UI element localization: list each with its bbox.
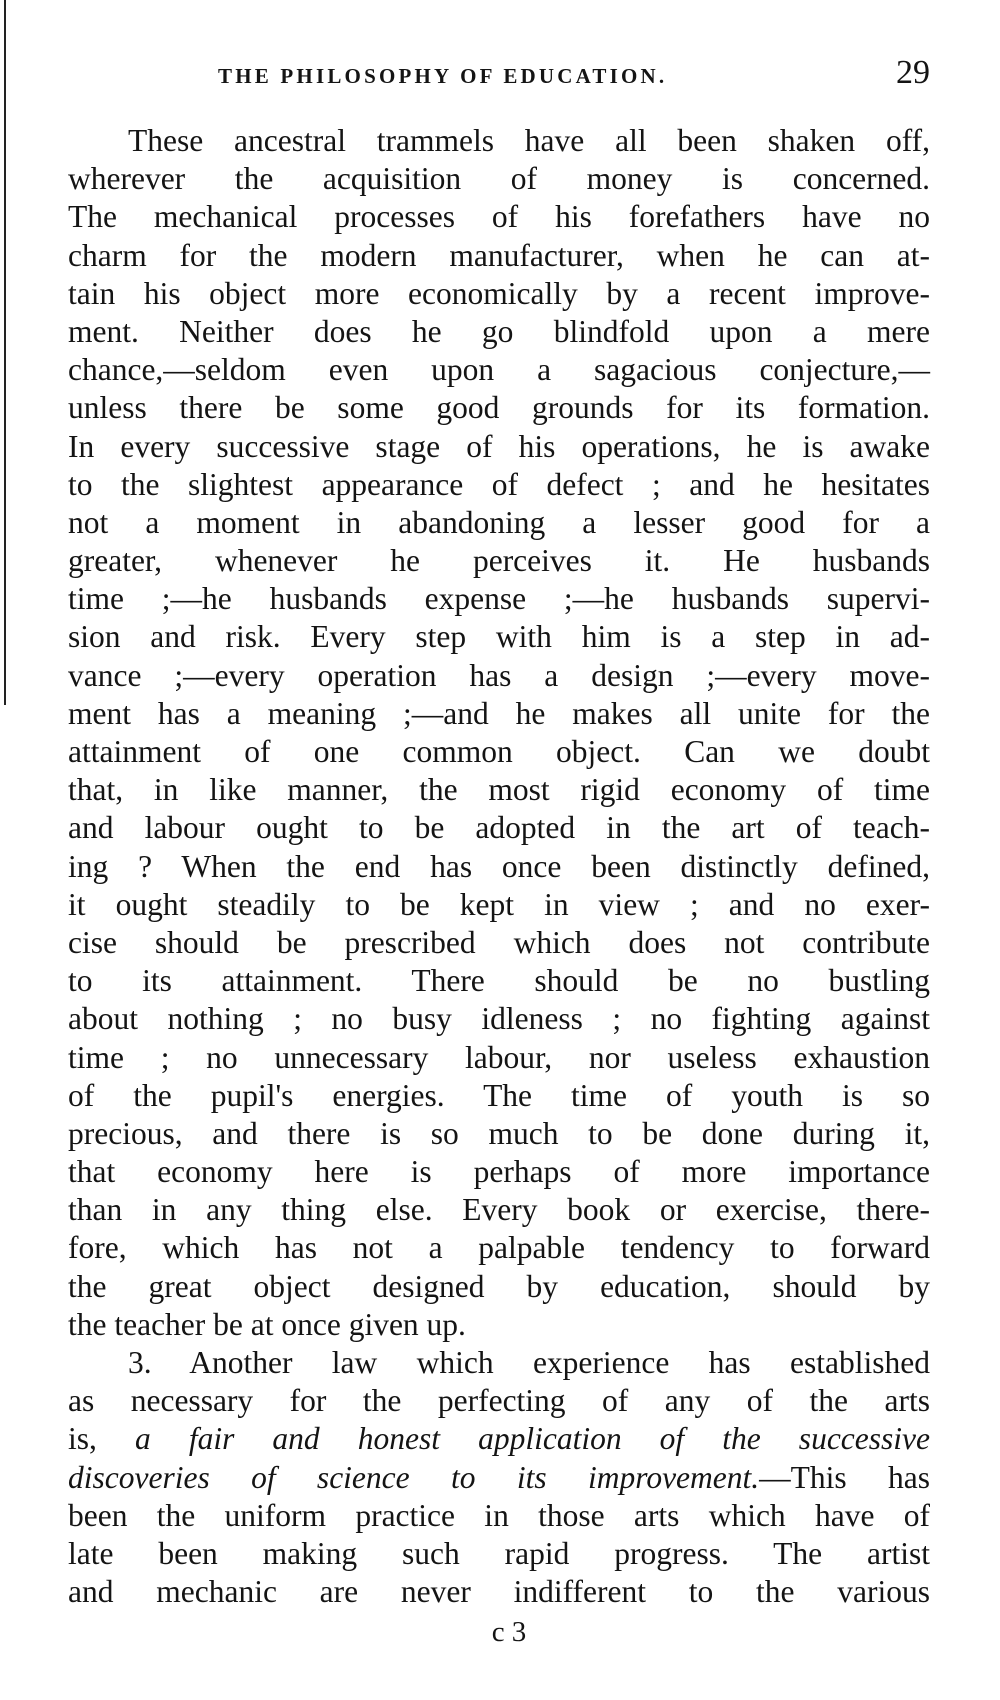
text-line: and mechanic are never indifferent to the various [68, 1574, 930, 1610]
signature-mark: c 3 [491, 1616, 527, 1648]
paragraph-2 [68, 1344, 930, 1611]
body-text [68, 122, 930, 1611]
text-line: ment has a meaning ;—and he makes all unite for the [68, 695, 930, 731]
text-line: greater, whenever he perceives it. He husbands [68, 543, 930, 579]
page-number: 29 [896, 54, 930, 91]
text-line: 3. Another law which experience has established [128, 1345, 930, 1380]
text-line: time ; no unnecessary labour, nor useless exhaustion [68, 1039, 930, 1075]
text-line: unless there be some good grounds for its formation. [68, 390, 930, 426]
text-line: than in any thing else. Every book or exercise, there- [68, 1192, 930, 1228]
text-line: The mechanical processes of his forefathers have no [68, 199, 930, 235]
text-line: vance ;—every operation has a design ;—every move- [68, 657, 930, 693]
emphasized-text: discoveries of science to its improvement. [68, 1459, 760, 1495]
text-line-with-emphasis [68, 1420, 930, 1458]
text-line: attainment of one common object. Can we doubt [68, 734, 930, 769]
text-line: ing ? When the end has once been distinctly defined, [68, 848, 930, 884]
text-line: been the uniform practice in those arts which have of [68, 1497, 930, 1533]
text-line: to the slightest appearance of defect ; and he hesitates [68, 466, 930, 502]
text-line: late been making such rapid progress. The artist [68, 1535, 930, 1571]
text-line: tain his object more economically by a recent improve- [68, 275, 930, 311]
running-head-title: THE PHILOSOPHY OF EDUCATION. [218, 64, 668, 88]
running-head [68, 54, 930, 104]
text-line: not a moment in abandoning a lesser good for a [68, 504, 930, 540]
text-line: chance,—seldom even upon a sagacious conjecture,— [68, 352, 930, 388]
page-edge-rule [4, 0, 6, 705]
text-line: cise should be prescribed which does not contribute [68, 924, 930, 960]
text-line: about nothing ; no busy idleness ; no fighting against [68, 1001, 930, 1037]
text-line: of the pupil's energies. The time of youth is so [68, 1077, 930, 1113]
text-line: the great object designed by education, should by [68, 1268, 930, 1304]
text-line: sion and risk. Every step with him is a step in ad- [68, 619, 930, 655]
text-line: that, in like manner, the most rigid economy of time [68, 772, 930, 808]
text-line: it ought steadily to be kept in view ; and no exer- [68, 886, 930, 922]
text-line: to its attainment. There should be no bustling [68, 963, 930, 999]
text-line: and labour ought to be adopted in the art of teach- [68, 810, 930, 846]
emphasized-text: a fair and honest application of the successive [134, 1421, 930, 1457]
book-page [68, 54, 930, 1648]
text-fragment: —This has [759, 1459, 930, 1495]
text-line: In every successive stage of his operations, he is awake [68, 428, 930, 464]
text-line: ment. Neither does he go blindfold upon a mere [68, 313, 930, 349]
text-line: that economy here is perhaps of more importance [68, 1154, 930, 1190]
text-fragment: is, [68, 1421, 135, 1457]
text-line-with-emphasis [68, 1459, 930, 1497]
text-line: wherever the acquisition of money is concerned. [68, 161, 930, 197]
text-line: These ancestral trammels have all been shaken off, [128, 123, 930, 158]
text-line: as necessary for the perfecting of any of the arts [68, 1383, 930, 1419]
text-line: fore, which has not a palpable tendency to forward [68, 1230, 930, 1266]
paragraph-1 [68, 122, 930, 1344]
text-line: precious, and there is so much to be done during it, [68, 1115, 930, 1151]
text-line: charm for the modern manufacturer, when he can at- [68, 237, 930, 273]
text-line: the teacher be at once given up. [68, 1306, 466, 1342]
text-line: time ;—he husbands expense ;—he husbands supervi- [68, 581, 930, 617]
